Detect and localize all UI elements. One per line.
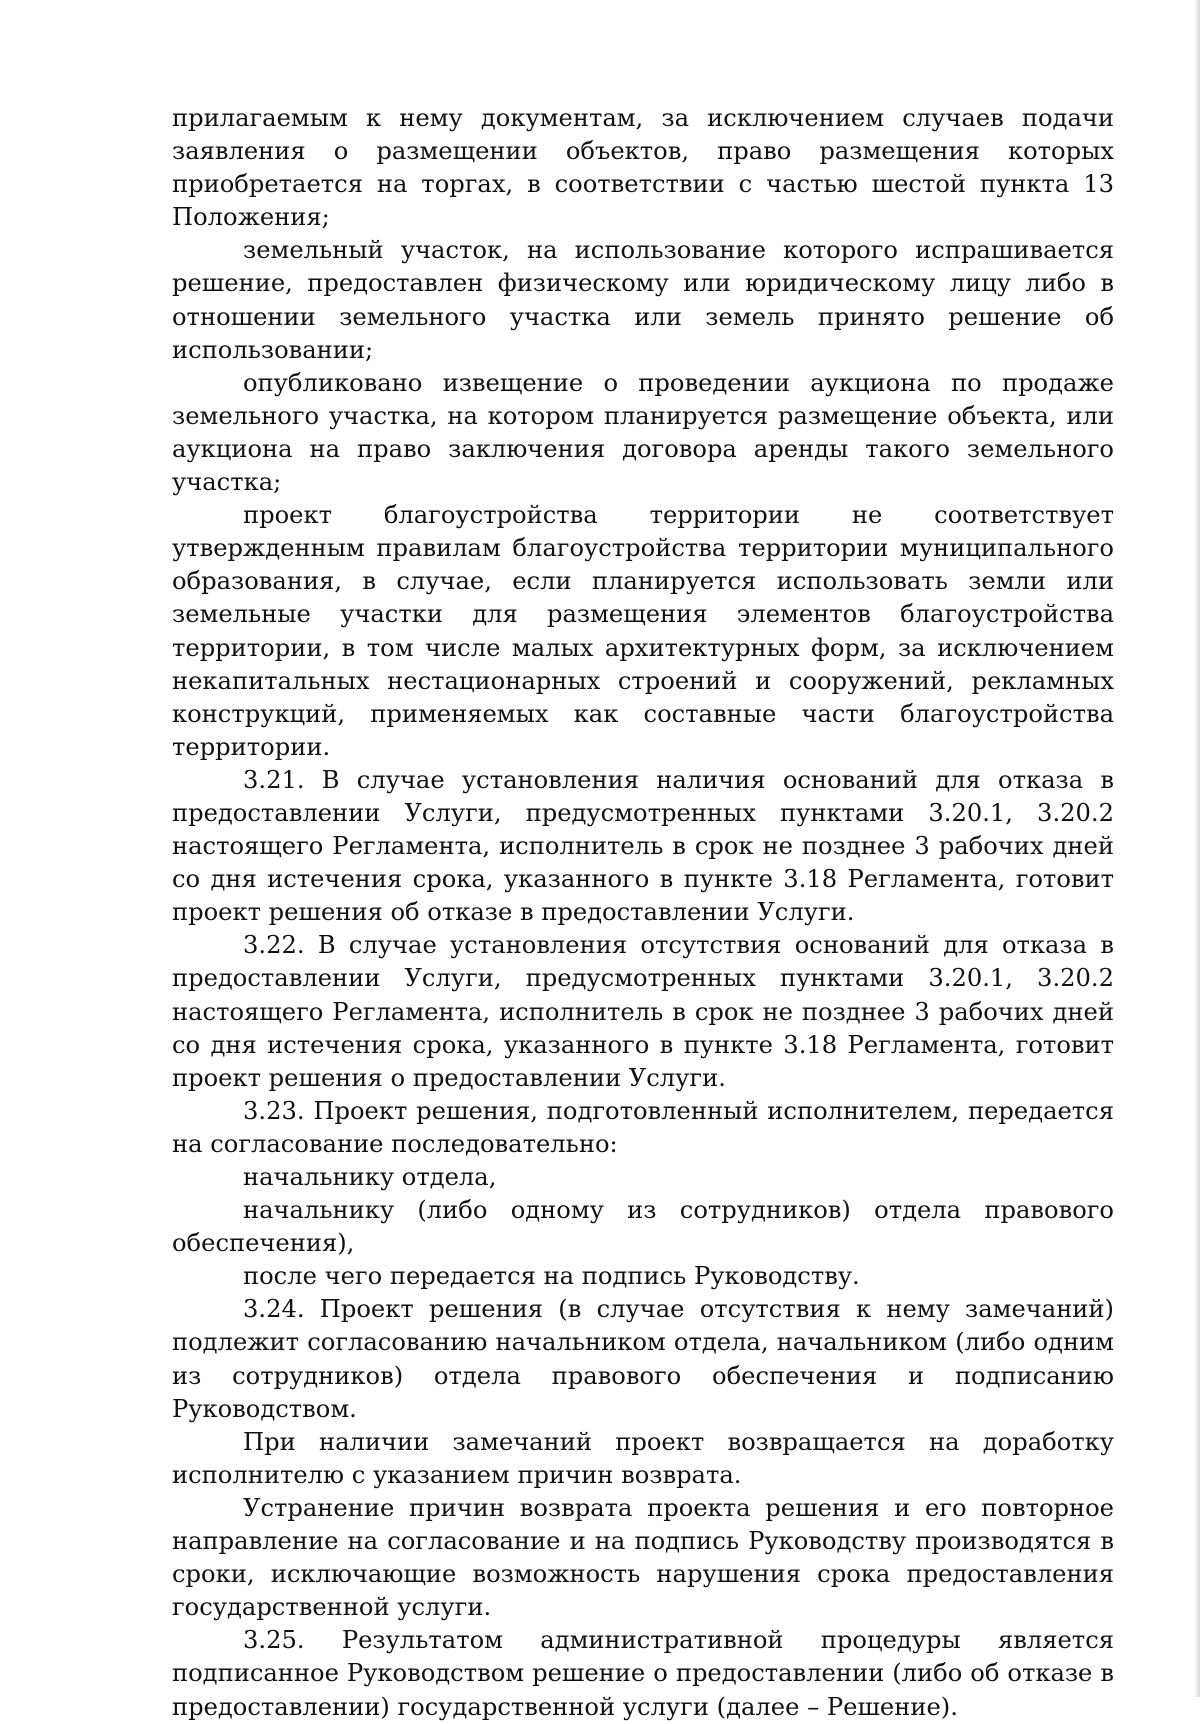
paragraph-3-21: 3.21. В случае установления наличия оснований для отказа в предоставлении Услуги, предусмотренных пунктами 3.20.1, 3.20.2 настоящего Регламента, исполнитель в срок не позднее 3 рабочих дней со дня истечения срока, указанного в пункте 3.18 Регламента, готовит проект решения об отказе в предоставлении Услуги. [172,765,1114,927]
paragraph-3-25: 3.25. Результатом административной процедуры является подписанное Руководством решение о предоставлении (либо об отказе в предоставлении) государственной услуги (далее – Решение). [172,1626,1114,1721]
paragraph-land-plot-provided: земельный участок, на использование которого испрашивается решение, предоставлен физическому или юридическому лицу либо в отношении земельного участка или земель принято решение об использовании; [172,236,1114,364]
paragraph-elimination: Устранение причин возврата проекта решения и его повторное направление на согласование и на подпись Руководству производятся в сроки, исключающие возможность нарушения срока предоставления государственной услуги. [172,1493,1114,1622]
paragraph-auction-notice: опубликовано извещение о проведении аукциона по продаже земельного участка, на котором планируется размещение объекта, или аукциона на право заключения договора аренды такого земельного участка; [172,368,1114,497]
paragraph-3-23: 3.23. Проект решения, подготовленный исполнителем, передается на согласование последовательно: [172,1096,1114,1158]
paragraph-remarks: При наличии замечаний проект возвращается на доработку исполнителю с указанием причин возврата. [172,1427,1114,1489]
page-edge-shadow [1194,0,1200,1697]
paragraph-continuation: прилагаемым к нему документам, за исключением случаев подачи заявления о размещении объектов, право размещения которых приобретается на торгах, в соответствии с частью шестой пункта 13 Положения; [172,104,1114,232]
document-body [172,102,1114,1724]
paragraph-legal-department: начальнику (либо одному из сотрудников) отдела правового обеспечения), [172,1196,1114,1258]
paragraph-landscaping-project: проект благоустройства территории не соответствует утвержденным правилам благоустройства территории муниципального образования, в случае, если планируется использовать земли или земельные участки для размещения элементов благоустройства территории, в том числе малых архитектурных форм, за исключением некапитальных нестационарных строений и сооружений, рекламных конструкций, применяемых как составные части благоустройства территории. [172,501,1114,761]
paragraph-3-24: 3.24. Проект решения (в случае отсутствия к нему замечаний) подлежит согласованию начальником отдела, начальником (либо одним из сотрудников) отдела правового обеспечения и подписанию Руководством. [172,1295,1114,1423]
paragraph-department-head: начальнику отдела, [243,1163,497,1191]
paragraph-signature: после чего передается на подпись Руководству. [243,1262,860,1291]
paragraph-3-22: 3.22. В случае установления отсутствия оснований для отказа в предоставлении Услуги, предусмотренных пунктами 3.20.1, 3.20.2 настоящего Регламента, исполнитель в срок не позднее 3 рабочих дней со дня истечения срока, указанного в пункте 3.18 Регламента, готовит проект решения о предоставлении Услуги. [172,931,1114,1092]
